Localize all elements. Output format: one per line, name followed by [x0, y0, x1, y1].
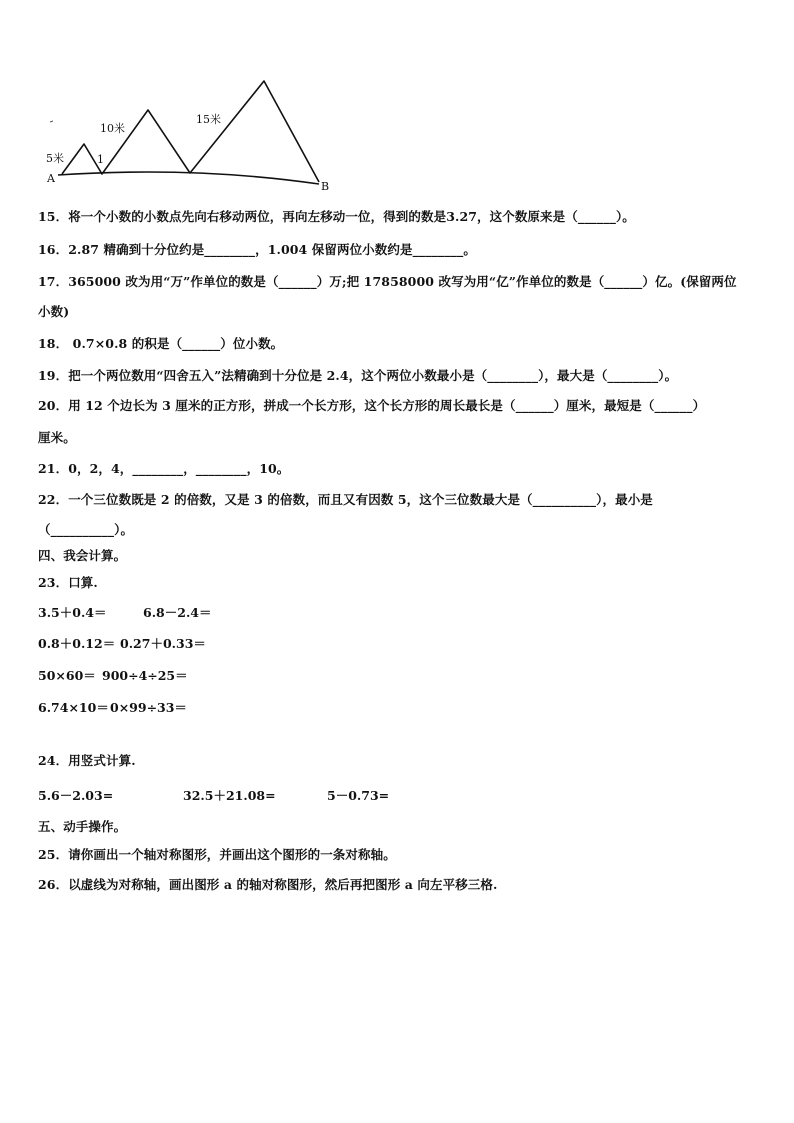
question-22-line1: 22．一个三位数既是 2 的倍数，又是 3 的倍数，而且又有因数 5，这个三位数最大是（__________），最小是: [38, 492, 653, 507]
question-18: 18． 0.7×0.8 的积是（______）位小数。: [38, 336, 284, 351]
question-16: 16．2.87 精确到十分位约是________，1.004 保留两位小数约是________。: [38, 242, 476, 257]
vertical-calc-1: 5.6－2.03=: [38, 788, 114, 803]
oral-calc-1b: 6.8－2.4＝: [143, 605, 212, 620]
section-4-heading: 四、我会计算。: [38, 548, 127, 563]
question-23: 23．口算.: [38, 575, 98, 590]
question-15: 15．将一个小数的小数点先向右移动两位，再向左移动一位，得到的数是3.27，这个数原来是（______）。: [38, 209, 635, 224]
question-25: 25．请你画出一个轴对称图形，并画出这个图形的一条对称轴。: [38, 847, 396, 862]
oral-calc-2a: 0.8＋0.12＝: [38, 636, 116, 651]
question-22-line2: （__________）。: [38, 522, 134, 537]
label-10m: 10米: [100, 122, 125, 135]
oral-calc-1a: 3.5＋0.4＝: [38, 605, 107, 620]
oral-calc-2b: 0.27＋0.33＝: [120, 636, 206, 651]
mountain-figure: [44, 72, 344, 197]
question-19: 19．把一个两位数用“四舍五入”法精确到十分位是 2.4，这个两位小数最小是（________），最大是（________）。: [38, 368, 678, 383]
ground-curve: [58, 172, 319, 184]
question-21: 21．0，2，4，________，________，10。: [38, 461, 290, 476]
oral-calc-3b: 900÷4÷25＝: [102, 668, 188, 683]
question-17-line2: 小数): [38, 304, 70, 319]
point-b-label: B: [321, 180, 330, 193]
question-24: 24．用竖式计算.: [38, 753, 136, 768]
question-20-line1: 20．用 12 个边长为 3 厘米的正方形，拼成一个长方形，这个长方形的周长最长是（______）厘米，最短是（______）: [38, 398, 706, 413]
label-5m: 5米: [46, 152, 64, 165]
label-1: 1: [97, 153, 104, 166]
vertical-calc-2: 32.5＋21.08=: [183, 788, 276, 803]
oral-calc-4b: 0×99÷33＝: [110, 700, 187, 715]
tick-mark: [50, 121, 53, 122]
question-20-line2: 厘米。: [38, 430, 76, 445]
section-5-heading: 五、动手操作。: [38, 819, 127, 834]
point-a-label: A: [47, 172, 55, 185]
vertical-calc-3: 5－0.73=: [327, 788, 390, 803]
question-26: 26．以虚线为对称轴，画出图形 a 的轴对称图形，然后再把图形 a 向左平移三格.: [38, 877, 498, 892]
oral-calc-4a: 6.74×10＝: [38, 700, 109, 715]
oral-calc-3a: 50×60＝: [38, 668, 96, 683]
label-15m: 15米: [196, 113, 221, 126]
question-17-line1: 17．365000 改为用“万”作单位的数是（______）万;把 17858000 改写为用“亿”作单位的数是（______）亿。(保留两位: [38, 274, 737, 289]
